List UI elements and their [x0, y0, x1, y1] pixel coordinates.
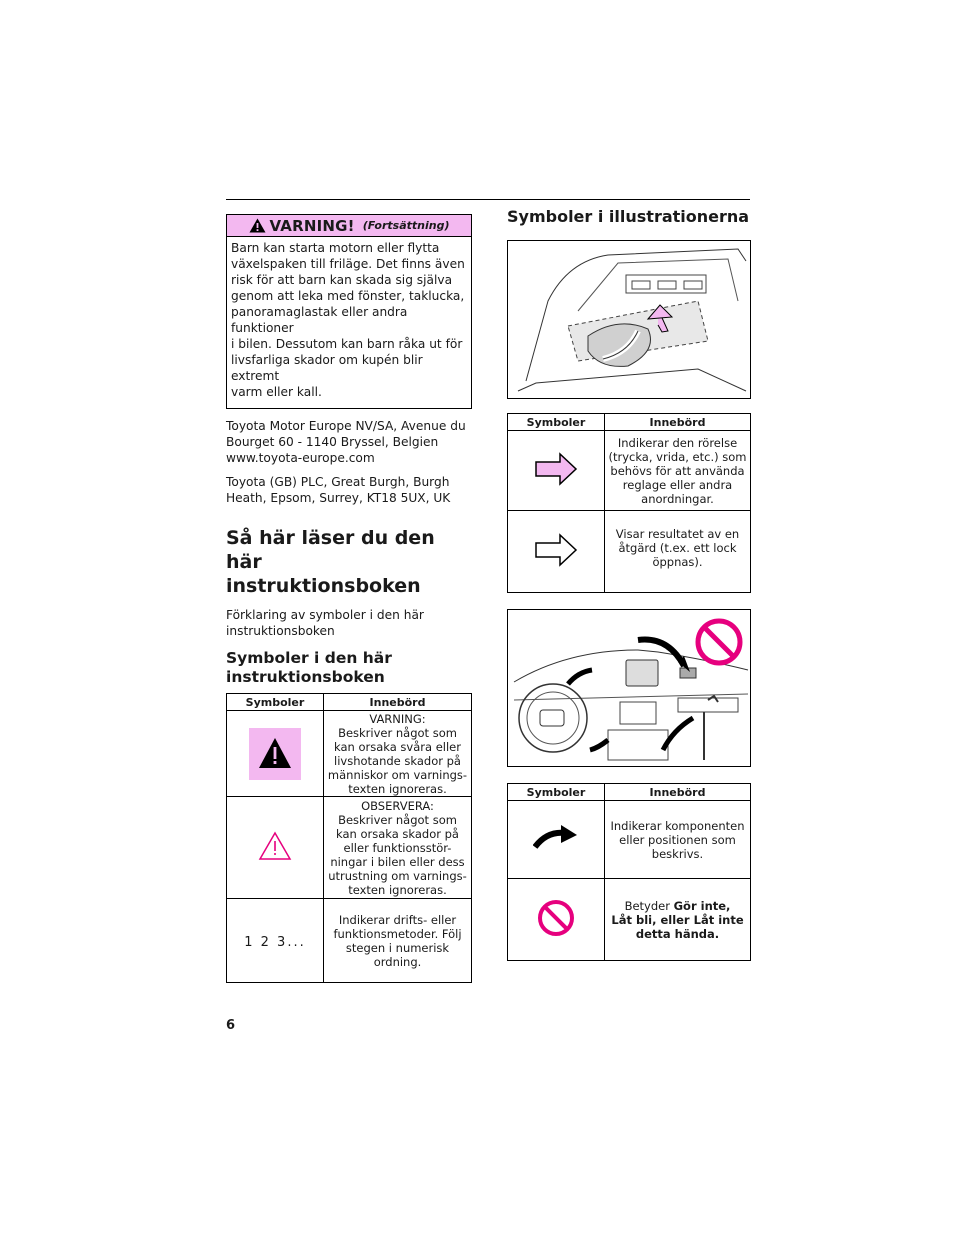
meaning-line: utrustning om varnings-	[328, 868, 467, 883]
dashboard-illustration	[507, 609, 751, 767]
meaning-line: Indikerar den rörelse	[617, 435, 738, 450]
section-title	[226, 526, 472, 598]
table-header-row	[227, 694, 472, 711]
page-number: 6	[226, 1018, 236, 1033]
address-toyota-gb	[226, 474, 472, 506]
address-line: Toyota (GB) PLC, Great Burgh, Burgh	[226, 475, 450, 489]
outline-arrow-icon	[534, 533, 578, 567]
meaning-line: anordningar.	[641, 491, 714, 506]
meaning-line: texten ignoreras.	[348, 781, 447, 796]
meaning-line: Indikerar komponenten	[610, 818, 745, 833]
meaning-line: människor om varnings-	[327, 767, 468, 782]
subsection-title-line: instruktionsboken	[226, 668, 385, 686]
section-title-line: instruktionsboken	[226, 575, 421, 597]
meaning-line	[605, 913, 750, 927]
section-title-line: Så här läser du den här	[226, 527, 435, 573]
meaning-line: livshotande skador på	[334, 753, 461, 768]
symbol-table-indicators	[507, 783, 751, 961]
address-line: Toyota Motor Europe NV/SA, Avenue du	[226, 419, 466, 433]
symbol-cell	[227, 899, 324, 983]
meaning-line: kan orsaka skador på	[336, 826, 459, 841]
warning-line: växelspaken till friläge. Det finns även	[231, 257, 465, 271]
meaning-cell	[605, 431, 751, 511]
warning-line: livsfarliga skador om kupén blir extremt	[231, 353, 423, 383]
column-header-meaning: Innebörd	[324, 694, 472, 711]
symbol-cell	[227, 797, 324, 899]
meaning-cell	[605, 801, 751, 879]
warning-line: Barn kan starta motorn eller flytta	[231, 241, 440, 255]
website-link[interactable]: www.toyota-europe.com	[226, 451, 375, 465]
left-column	[226, 214, 472, 983]
meaning-line: VARNING:	[369, 711, 426, 726]
address-line: Heath, Epsom, Surrey, KT18 5UX, UK	[226, 491, 451, 505]
table-row	[508, 511, 751, 593]
table-row	[508, 879, 751, 961]
table-row	[227, 899, 472, 983]
meaning-line: (trycka, vrida, etc.) som	[608, 449, 747, 464]
warning-line: genom att leka med fönster, taklucka,	[231, 289, 465, 303]
meaning-line	[605, 927, 750, 941]
meaning-line: ningar i bilen eller dess	[330, 854, 465, 869]
table-header-row	[508, 784, 751, 801]
warning-body	[227, 237, 471, 408]
meaning-line: Beskriver något som	[338, 812, 457, 827]
meaning-line: ordning.	[373, 954, 422, 969]
meaning-cell	[324, 711, 472, 797]
warning-subtitle: (Fortsättning)	[362, 219, 450, 232]
steps-123-icon: 1 2 3...	[244, 935, 306, 950]
meaning-line: texten ignoreras.	[348, 882, 447, 897]
overhead-console-illustration	[507, 240, 751, 399]
illustration-symbols-title: Symboler i illustrationerna	[507, 207, 750, 226]
meaning-text: Betyder	[624, 898, 674, 913]
column-header-symbols: Symboler	[508, 784, 605, 801]
warning-line: panoramaglastak eller andra funktioner	[231, 305, 408, 335]
meaning-line: OBSERVERA:	[361, 798, 434, 813]
intro-line: instruktionsboken	[226, 624, 335, 638]
symbol-table-manual	[226, 693, 472, 983]
meaning-line	[605, 899, 750, 913]
warning-header	[227, 215, 471, 237]
table-row	[227, 797, 472, 899]
meaning-line: stegen i numerisk	[345, 940, 450, 955]
meaning-line: Indikerar drifts- eller	[338, 912, 457, 927]
table-row	[508, 431, 751, 511]
meaning-cell	[324, 797, 472, 899]
right-column	[507, 206, 751, 961]
meaning-line: reglage eller andra	[622, 477, 733, 492]
warning-title: VARNING!	[269, 216, 355, 235]
meaning-line: Beskriver något som	[338, 725, 457, 740]
pink-arrow-icon	[534, 452, 578, 486]
column-header-symbols: Symboler	[227, 694, 324, 711]
prohibited-icon	[536, 898, 576, 938]
meaning-line: behövs för att använda	[610, 463, 745, 478]
meaning-line: eller funktionsstör-	[343, 840, 452, 855]
symbol-cell	[508, 431, 605, 511]
symbol-cell	[227, 711, 324, 797]
subsection-title-line: Symboler i den här	[226, 649, 392, 667]
column-header-meaning: Innebörd	[605, 414, 751, 431]
meaning-cell	[324, 899, 472, 983]
symbol-table-arrows	[507, 413, 751, 593]
meaning-line: kan orsaka svåra eller	[334, 739, 461, 754]
table-row	[508, 801, 751, 879]
symbol-cell	[508, 511, 605, 593]
caution-triangle-icon	[258, 831, 292, 861]
meaning-emphasis: detta hända.	[635, 926, 720, 941]
warning-line: varm eller kall.	[231, 385, 322, 399]
top-rule	[226, 199, 750, 200]
symbol-cell	[508, 879, 605, 961]
subsection-title	[226, 649, 472, 687]
warning-line: risk för att barn kan skada sig själva	[231, 273, 453, 287]
intro-line: Förklaring av symboler i den här	[226, 608, 424, 622]
address-toyota-europe	[226, 418, 472, 466]
table-row	[227, 711, 472, 797]
column-header-symbols: Symboler	[508, 414, 605, 431]
meaning-line: öppnas).	[652, 555, 703, 569]
meaning-cell	[605, 511, 751, 593]
warning-box	[226, 214, 472, 409]
symbol-cell	[508, 801, 605, 879]
section-intro	[226, 607, 472, 639]
meaning-emphasis: Låt bli, eller Låt inte	[611, 912, 744, 927]
curved-black-arrow-icon	[533, 823, 579, 853]
warning-triangle-icon	[249, 218, 266, 233]
address-line: Bourget 60 - 1140 Bryssel, Belgien	[226, 435, 439, 449]
table-header-row	[508, 414, 751, 431]
meaning-emphasis: Gör inte,	[673, 898, 731, 913]
column-header-meaning: Innebörd	[605, 784, 751, 801]
warning-triangle-icon	[249, 728, 301, 780]
meaning-line: Visar resultatet av en	[615, 527, 740, 541]
meaning-cell	[605, 879, 751, 961]
meaning-line: beskrivs.	[651, 846, 704, 861]
meaning-line: funktionsmetoder. Följ	[333, 926, 462, 941]
warning-line: i bilen. Dessutom kan barn råka ut för	[231, 337, 463, 351]
meaning-line: eller positionen som	[619, 832, 736, 847]
meaning-line: åtgärd (t.ex. ett lock	[618, 541, 737, 555]
